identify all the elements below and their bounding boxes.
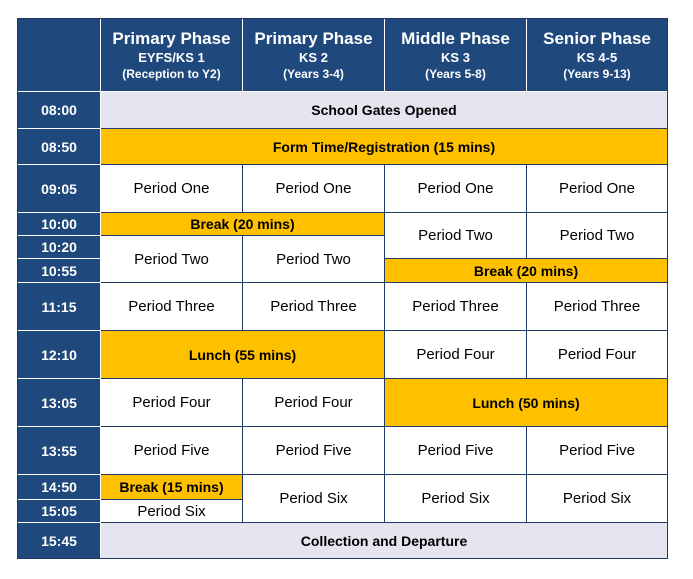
period-cell: Period Five xyxy=(101,427,243,475)
lunch-cell: Lunch (55 mins) xyxy=(101,331,385,379)
period-cell: Period One xyxy=(101,165,243,213)
period-cell: Period Six xyxy=(385,475,527,523)
school-gates-cell: School Gates Opened xyxy=(101,92,667,129)
header-stage: KS 2 xyxy=(299,49,328,65)
period-cell: Period One xyxy=(385,165,527,213)
time-label: 08:00 xyxy=(18,92,101,129)
time-label: 14:50 xyxy=(18,475,101,500)
period-cell: Period Six xyxy=(101,500,243,523)
time-label: 10:20 xyxy=(18,236,101,259)
collection-cell: Collection and Departure xyxy=(101,523,667,558)
period-cell: Period Six xyxy=(527,475,667,523)
period-cell: Period One xyxy=(527,165,667,213)
time-label: 09:05 xyxy=(18,165,101,213)
break-cell: Break (20 mins) xyxy=(385,259,667,283)
period-cell: Period One xyxy=(243,165,385,213)
header-title: Primary Phase xyxy=(254,28,373,48)
header-stage: EYFS/KS 1 xyxy=(138,49,205,65)
period-cell: Period Five xyxy=(243,427,385,475)
period-cell: Period Four xyxy=(101,379,243,427)
break-cell: Break (20 mins) xyxy=(101,213,385,236)
header-years: (Years 5-8) xyxy=(425,66,486,81)
period-cell: Period Three xyxy=(243,283,385,331)
header-middle xyxy=(385,19,527,92)
break-cell: Break (15 mins) xyxy=(101,475,243,500)
header-title: Middle Phase xyxy=(401,28,510,48)
period-cell: Period Six xyxy=(243,475,385,523)
time-label: 08:50 xyxy=(18,129,101,165)
period-cell: Period Three xyxy=(101,283,243,331)
header-title: Primary Phase xyxy=(112,28,231,48)
period-cell: Period Five xyxy=(527,427,667,475)
period-cell: Period Two xyxy=(101,236,243,283)
form-time-cell: Form Time/Registration (15 mins) xyxy=(101,129,667,165)
header-title: Senior Phase xyxy=(543,28,651,48)
time-label: 10:55 xyxy=(18,259,101,283)
time-label: 15:45 xyxy=(18,523,101,558)
time-label: 11:15 xyxy=(18,283,101,331)
header-stage: KS 3 xyxy=(441,49,470,65)
period-cell: Period Five xyxy=(385,427,527,475)
timetable xyxy=(17,18,668,559)
period-cell: Period Four xyxy=(243,379,385,427)
time-label: 13:55 xyxy=(18,427,101,475)
header-corner xyxy=(18,19,101,92)
header-years: (Years 9-13) xyxy=(563,66,631,81)
period-cell: Period Four xyxy=(385,331,527,379)
header-years: (Reception to Y2) xyxy=(122,66,221,81)
time-label: 13:05 xyxy=(18,379,101,427)
header-primary-eyfs xyxy=(101,19,243,92)
header-years: (Years 3-4) xyxy=(283,66,344,81)
header-stage: KS 4-5 xyxy=(576,49,618,65)
time-label: 15:05 xyxy=(18,500,101,523)
period-cell: Period Four xyxy=(527,331,667,379)
header-senior xyxy=(527,19,667,92)
period-cell: Period Two xyxy=(385,213,527,259)
period-cell: Period Three xyxy=(527,283,667,331)
period-cell: Period Three xyxy=(385,283,527,331)
header-primary-ks2 xyxy=(243,19,385,92)
lunch-cell: Lunch (50 mins) xyxy=(385,379,667,427)
time-label: 12:10 xyxy=(18,331,101,379)
time-label: 10:00 xyxy=(18,213,101,236)
period-cell: Period Two xyxy=(527,213,667,259)
period-cell: Period Two xyxy=(243,236,385,283)
